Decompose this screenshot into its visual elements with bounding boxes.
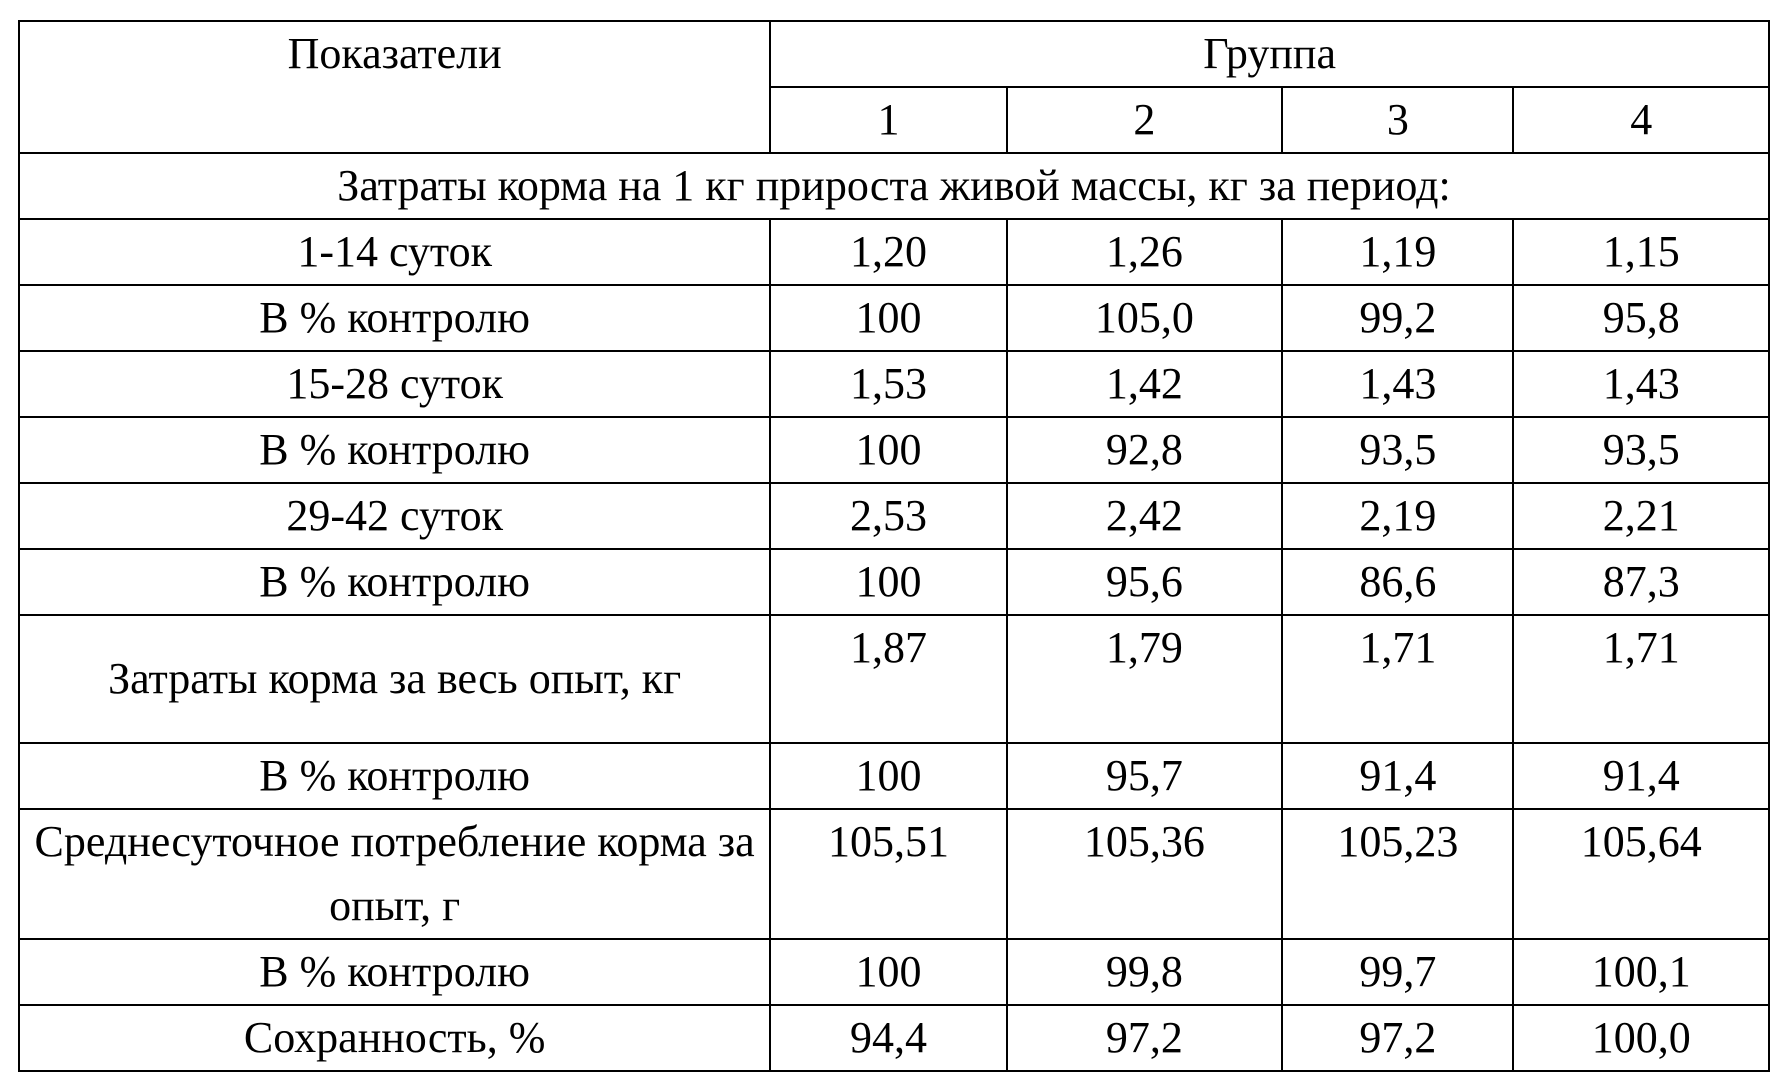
cell-group-4: 100,1 bbox=[1513, 939, 1769, 1005]
cell-group-3: 105,23 bbox=[1282, 809, 1513, 939]
header-row bbox=[19, 21, 1769, 87]
cell-group-4: 95,8 bbox=[1513, 285, 1769, 351]
cell-group-3: 1,71 bbox=[1282, 615, 1513, 743]
row-label: В % контролю bbox=[19, 939, 770, 1005]
row-label: Сохранность, % bbox=[19, 1005, 770, 1071]
table-row bbox=[19, 483, 1769, 549]
table-row bbox=[19, 351, 1769, 417]
cell-group-2: 92,8 bbox=[1007, 417, 1283, 483]
row-label: В % контролю bbox=[19, 417, 770, 483]
row-label: 29-42 суток bbox=[19, 483, 770, 549]
cell-group-1: 100 bbox=[770, 285, 1006, 351]
cell-group-2: 99,8 bbox=[1007, 939, 1283, 1005]
header-group-4: 4 bbox=[1513, 87, 1769, 153]
cell-group-2: 2,42 bbox=[1007, 483, 1283, 549]
table-row bbox=[19, 939, 1769, 1005]
cell-group-4: 100,0 bbox=[1513, 1005, 1769, 1071]
cell-group-4: 93,5 bbox=[1513, 417, 1769, 483]
cell-group-1: 105,51 bbox=[770, 809, 1006, 939]
header-group-1: 1 bbox=[770, 87, 1006, 153]
cell-group-2: 105,0 bbox=[1007, 285, 1283, 351]
row-label: 1-14 суток bbox=[19, 219, 770, 285]
row-label: Затраты корма за весь опыт, кг bbox=[19, 615, 770, 743]
cell-group-1: 100 bbox=[770, 939, 1006, 1005]
row-label: Среднесуточное потребление корма за опыт, г bbox=[19, 809, 770, 939]
cell-group-4: 1,71 bbox=[1513, 615, 1769, 743]
row-label: В % контролю bbox=[19, 743, 770, 809]
cell-group-2: 105,36 bbox=[1007, 809, 1283, 939]
feed-cost-table bbox=[18, 20, 1770, 1072]
cell-group-3: 91,4 bbox=[1282, 743, 1513, 809]
header-group: Группа bbox=[770, 21, 1769, 87]
table-row bbox=[19, 417, 1769, 483]
cell-group-4: 87,3 bbox=[1513, 549, 1769, 615]
cell-group-1: 2,53 bbox=[770, 483, 1006, 549]
cell-group-4: 91,4 bbox=[1513, 743, 1769, 809]
cell-group-1: 1,53 bbox=[770, 351, 1006, 417]
cell-group-4: 1,15 bbox=[1513, 219, 1769, 285]
section-title: Затраты корма на 1 кг прироста живой массы, кг за период: bbox=[19, 153, 1769, 219]
cell-group-4: 105,64 bbox=[1513, 809, 1769, 939]
row-label: 15-28 суток bbox=[19, 351, 770, 417]
cell-group-3: 99,2 bbox=[1282, 285, 1513, 351]
cell-group-1: 94,4 bbox=[770, 1005, 1006, 1071]
table-row bbox=[19, 1005, 1769, 1071]
table-row bbox=[19, 615, 1769, 743]
cell-group-1: 100 bbox=[770, 743, 1006, 809]
cell-group-2: 95,7 bbox=[1007, 743, 1283, 809]
cell-group-4: 2,21 bbox=[1513, 483, 1769, 549]
cell-group-3: 99,7 bbox=[1282, 939, 1513, 1005]
header-group-2: 2 bbox=[1007, 87, 1283, 153]
cell-group-2: 1,42 bbox=[1007, 351, 1283, 417]
cell-group-4: 1,43 bbox=[1513, 351, 1769, 417]
cell-group-2: 97,2 bbox=[1007, 1005, 1283, 1071]
cell-group-3: 2,19 bbox=[1282, 483, 1513, 549]
cell-group-2: 95,6 bbox=[1007, 549, 1283, 615]
cell-group-2: 1,79 bbox=[1007, 615, 1283, 743]
cell-group-3: 97,2 bbox=[1282, 1005, 1513, 1071]
row-label: В % контролю bbox=[19, 549, 770, 615]
table-row bbox=[19, 809, 1769, 939]
table-row bbox=[19, 219, 1769, 285]
table-row bbox=[19, 285, 1769, 351]
header-indicators: Показатели bbox=[19, 21, 770, 153]
cell-group-2: 1,26 bbox=[1007, 219, 1283, 285]
cell-group-1: 1,87 bbox=[770, 615, 1006, 743]
cell-group-3: 1,43 bbox=[1282, 351, 1513, 417]
cell-group-3: 1,19 bbox=[1282, 219, 1513, 285]
cell-group-1: 100 bbox=[770, 417, 1006, 483]
section-row bbox=[19, 153, 1769, 219]
row-label: В % контролю bbox=[19, 285, 770, 351]
header-group-3: 3 bbox=[1282, 87, 1513, 153]
table-row bbox=[19, 549, 1769, 615]
cell-group-3: 86,6 bbox=[1282, 549, 1513, 615]
cell-group-3: 93,5 bbox=[1282, 417, 1513, 483]
table-row bbox=[19, 743, 1769, 809]
cell-group-1: 1,20 bbox=[770, 219, 1006, 285]
cell-group-1: 100 bbox=[770, 549, 1006, 615]
